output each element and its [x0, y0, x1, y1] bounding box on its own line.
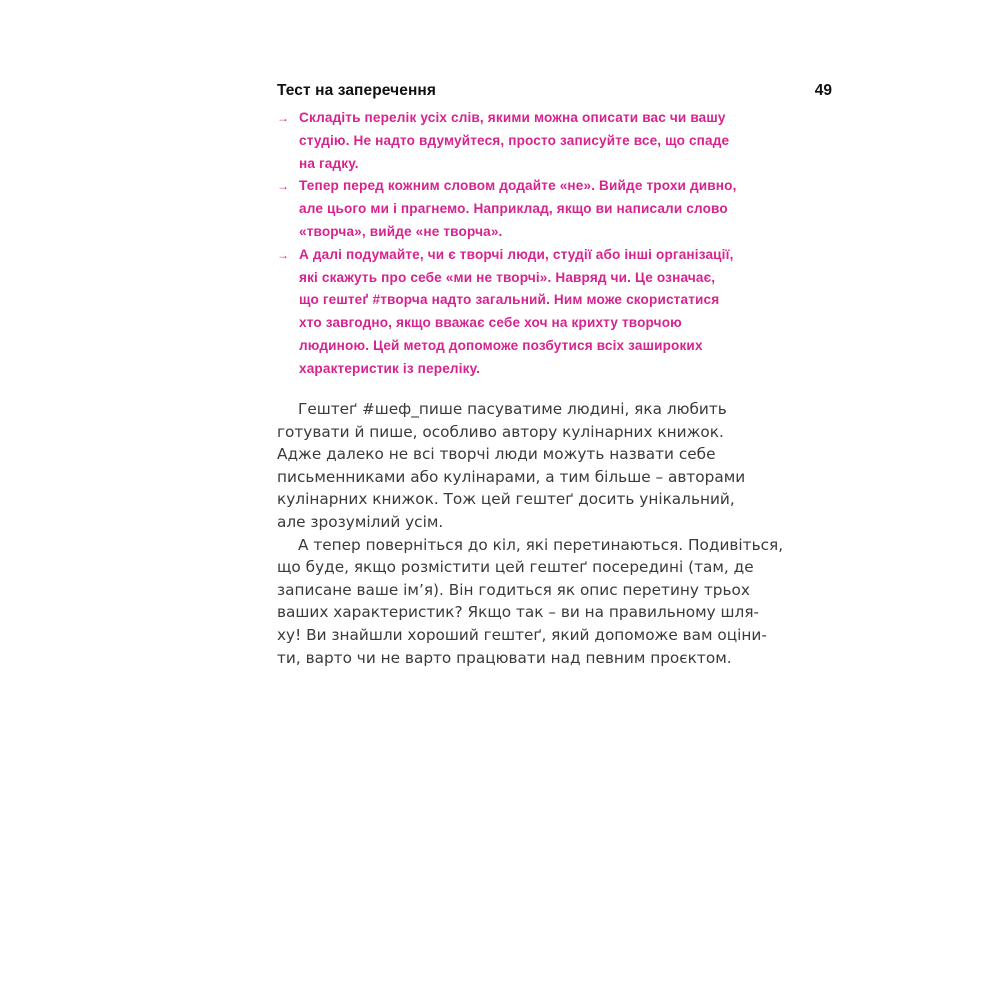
- paragraph-1: [277, 398, 797, 534]
- paragraph-line: Адже далеко не всі творчі люди можуть назвати себе: [277, 445, 716, 464]
- test-step-1: [277, 107, 817, 175]
- step-line: Тепер перед кожним словом додайте «не». Вийде трохи дивно,: [299, 178, 737, 194]
- body-text: [277, 398, 797, 669]
- paragraph-line: ху! Ви знайшли хороший гештеґ, який допоможе вам оціни-: [277, 625, 767, 644]
- step-line: хто завгодно, якщо вважає себе хоч на крихту творчою: [299, 315, 682, 331]
- paragraph-line: письменниками або кулінарами, а тим більше – авторами: [277, 467, 746, 486]
- step-line: Складіть перелік усіх слів, якими можна описати вас чи вашу: [299, 110, 726, 125]
- paragraph-line: записане ваше ім’я). Він годиться як опис перетину трьох: [277, 580, 750, 599]
- page-header: [277, 82, 832, 106]
- paragraph-line: що буде, якщо розмістити цей гештеґ посередині (там, де: [277, 558, 754, 577]
- step-line: А далі подумайте, чи є творчі люди, студії або інші організації,: [299, 246, 734, 262]
- step-line: які скажуть про себе «ми не творчі». Навряд чи. Це означає,: [299, 269, 716, 285]
- step-line: на гадку.: [299, 155, 359, 171]
- paragraph-line: ваших характеристик? Якщо так – ви на правильному шля-: [277, 603, 760, 622]
- paragraph-line: але зрозумілий усім.: [277, 512, 444, 531]
- page-number: 49: [814, 82, 832, 99]
- paragraph-line: Гештеґ #шеф_пише пасуватиме людині, яка любить: [298, 400, 727, 418]
- step-line: «творча», вийде «не творча».: [299, 223, 503, 239]
- step-line: студію. Не надто вдумуйтеся, просто записуйте все, що спаде: [299, 132, 730, 148]
- paragraph-line: кулінарних книжок. Тож цей гештеґ досить унікальний,: [277, 490, 735, 509]
- paragraph-2: [277, 534, 797, 670]
- paragraph-line: готувати й пише, особливо автору кулінарних книжок.: [277, 422, 724, 441]
- paragraph-line: А тепер поверніться до кіл, які перетинаються. Подивіться,: [298, 535, 784, 554]
- arrow-right-icon: →: [277, 247, 290, 262]
- arrow-right-icon: →: [277, 179, 290, 194]
- section-title: Тест на заперечення: [277, 82, 437, 99]
- step-line: характеристик із переліку.: [299, 360, 481, 376]
- arrow-right-icon: →: [277, 111, 290, 125]
- test-steps-list: [277, 107, 817, 381]
- test-step-2: [277, 175, 817, 243]
- step-line: але цього ми і прагнемо. Наприклад, якщо ви написали слово: [299, 201, 728, 217]
- step-line: людиною. Цей метод допоможе позбутися всіх заширoких: [299, 337, 703, 353]
- paragraph-line: ти, варто чи не варто працювати над певним проєктом.: [277, 648, 732, 667]
- test-step-3: [277, 244, 817, 381]
- step-line: що гештеґ #творча надто загальний. Ним може скористатися: [299, 292, 720, 308]
